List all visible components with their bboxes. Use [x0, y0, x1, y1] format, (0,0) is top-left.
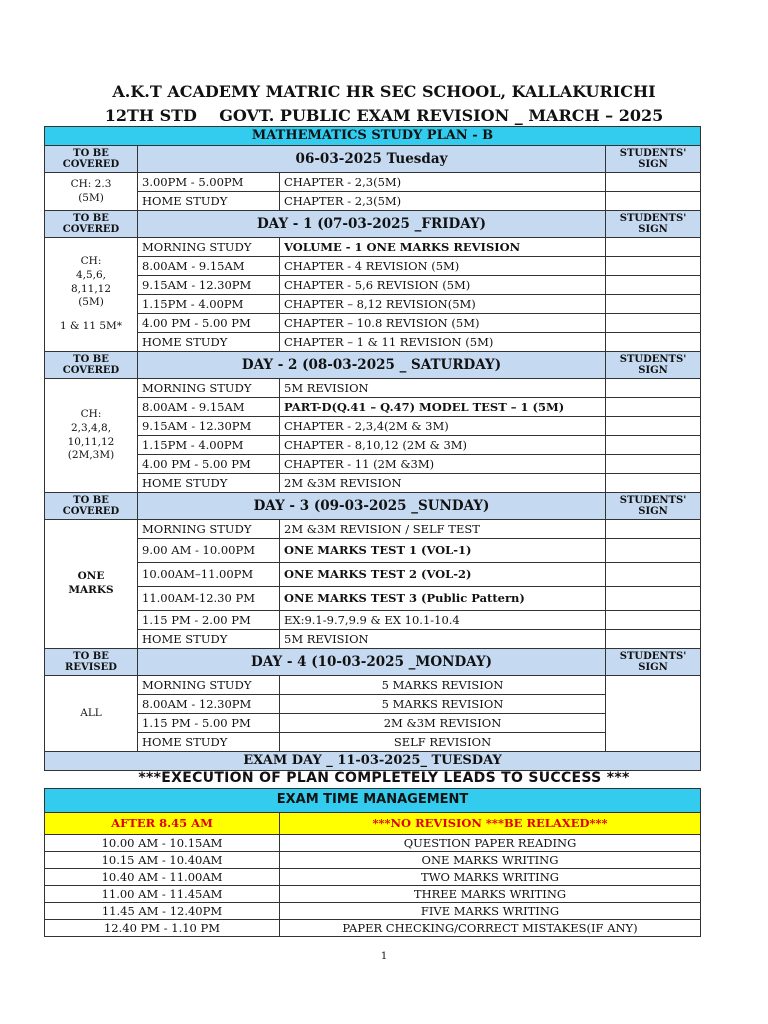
students-sign-cell [606, 611, 701, 630]
section-header-row [45, 352, 701, 379]
students-sign-cell [606, 398, 701, 417]
section-day-title: 06-03-2025 Tuesday [138, 146, 606, 173]
schedule-task: 5M REVISION [280, 379, 606, 398]
tm-task: PAPER CHECKING/CORRECT MISTAKES(IF ANY) [280, 920, 701, 937]
schedule-task: CHAPTER - 2,3(5M) [280, 173, 606, 192]
schedule-row [45, 520, 701, 539]
tm-task: THREE MARKS WRITING [280, 886, 701, 903]
tm-time: 12.40 PM - 1.10 PM [45, 920, 280, 937]
schedule-row [45, 257, 701, 276]
schedule-task: ONE MARKS TEST 2 (VOL-2) [280, 563, 606, 587]
exam-subtitle: 12TH STD GOVT. PUBLIC EXAM REVISION _ MARCH – 2025 [104, 106, 664, 125]
schedule-task: PART-D(Q.41 – Q.47) MODEL TEST – 1 (5M) [280, 398, 606, 417]
students-sign-header: STUDENTS' SIGN [606, 352, 701, 379]
students-sign-cell [606, 314, 701, 333]
schedule-time: 3.00PM - 5.00PM [138, 173, 280, 192]
section-header-row [45, 493, 701, 520]
schedule-row [45, 539, 701, 563]
section-day-title: DAY - 1 (07-03-2025 _FRIDAY) [138, 211, 606, 238]
schedule-row [45, 295, 701, 314]
students-sign-cell [606, 455, 701, 474]
section-left-header [45, 146, 138, 173]
schedule-time: MORNING STUDY [138, 676, 280, 695]
topic-line: 2,3,4,8, [70, 421, 112, 434]
section-day-title: DAY - 3 (09-03-2025 _SUNDAY) [138, 493, 606, 520]
relax-time: AFTER 8.45 AM [45, 813, 280, 835]
schedule-time: 9.15AM - 12.30PM [138, 417, 280, 436]
students-sign-cell [606, 276, 701, 295]
section-header-row [45, 211, 701, 238]
schedule-task: 5 MARKS REVISION [280, 676, 606, 695]
tm-time: 10.40 AM - 11.00AM [45, 869, 280, 886]
section-left-header-text: TO BE REVISED [65, 650, 117, 673]
schedule-task: CHAPTER - 8,10,12 (2M & 3M) [280, 436, 606, 455]
topic-line: MARKS [68, 584, 114, 596]
schedule-task: 5 MARKS REVISION [280, 695, 606, 714]
schedule-time: 4.00 PM - 5.00 PM [138, 314, 280, 333]
schedule-time: 1.15 PM - 2.00 PM [138, 611, 280, 630]
students-sign-cell [606, 417, 701, 436]
schedule-task: 5M REVISION [280, 630, 606, 649]
study-plan-table [44, 126, 701, 771]
motto: ***EXECUTION OF PLAN COMPLETELY LEADS TO SUCCESS *** [138, 770, 630, 786]
topic-line: (5M) [78, 296, 104, 309]
students-sign-cell [606, 520, 701, 539]
tm-time: 10.00 AM - 10.15AM [45, 835, 280, 852]
plan-title: MATHEMATICS STUDY PLAN - B [45, 127, 701, 146]
section-day-title: DAY - 2 (08-03-2025 _ SATURDAY) [138, 352, 606, 379]
section-left-header [45, 493, 138, 520]
section-topics [45, 173, 138, 211]
schedule-row [45, 474, 701, 493]
schedule-row [45, 630, 701, 649]
schedule-row [45, 276, 701, 295]
students-sign-header: STUDENTS' SIGN [606, 493, 701, 520]
schedule-time: HOME STUDY [138, 630, 280, 649]
tm-task: TWO MARKS WRITING [280, 869, 701, 886]
schedule-row [45, 238, 701, 257]
schedule-row [45, 714, 701, 733]
topic-line: 8,11,12 [70, 282, 112, 295]
section-left-header-text: TO BE COVERED [62, 147, 120, 170]
schedule-task: CHAPTER - 2,3(5M) [280, 192, 606, 211]
schedule-task: 2M &3M REVISION [280, 474, 606, 493]
section-left-header [45, 211, 138, 238]
time-management-row [45, 886, 701, 903]
topic-line: CH: 2.3 [70, 177, 112, 190]
time-management-row [45, 903, 701, 920]
schedule-row [45, 436, 701, 455]
students-sign-cell [606, 630, 701, 649]
schedule-time: 9.15AM - 12.30PM [138, 276, 280, 295]
schedule-task: EX:9.1-9.7,9.9 & EX 10.1-10.4 [280, 611, 606, 630]
time-management-row [45, 869, 701, 886]
schedule-task: CHAPTER – 1 & 11 REVISION (5M) [280, 333, 606, 352]
schedule-task: CHAPTER - 5,6 REVISION (5M) [280, 276, 606, 295]
schedule-time: 1.15 PM - 5.00 PM [138, 714, 280, 733]
schedule-task: ONE MARKS TEST 1 (VOL-1) [280, 539, 606, 563]
students-sign-cell [606, 539, 701, 563]
schedule-task: SELF REVISION [280, 733, 606, 752]
schedule-time: MORNING STUDY [138, 379, 280, 398]
time-management-row [45, 920, 701, 937]
exam-day-banner: EXAM DAY _ 11-03-2025_ TUESDAY [45, 752, 701, 771]
topic-line: CH: [80, 408, 102, 421]
students-sign-cell [606, 333, 701, 352]
section-topics [45, 676, 138, 752]
section-left-header-text: TO BE COVERED [62, 494, 120, 517]
tm-time: 10.15 AM - 10.40AM [45, 852, 280, 869]
students-sign-cell [606, 436, 701, 455]
schedule-time: 11.00AM-12.30 PM [138, 587, 280, 611]
section-header-row [45, 146, 701, 173]
schedule-task: VOLUME - 1 ONE MARKS REVISION [280, 238, 606, 257]
schedule-time: 9.00 AM - 10.00PM [138, 539, 280, 563]
schedule-time: 8.00AM - 12.30PM [138, 695, 280, 714]
section-header-row [45, 649, 701, 676]
students-sign-cell [606, 192, 701, 211]
students-sign-header: STUDENTS' SIGN [606, 649, 701, 676]
schedule-time: MORNING STUDY [138, 238, 280, 257]
schedule-task: CHAPTER - 2,3,4(2M & 3M) [280, 417, 606, 436]
schedule-row [45, 676, 701, 695]
schedule-row [45, 695, 701, 714]
schedule-row [45, 587, 701, 611]
topic-line: 1 & 11 5M* [59, 319, 123, 332]
topic-line: CH: [80, 255, 102, 268]
tm-task: FIVE MARKS WRITING [280, 903, 701, 920]
topic-line: 4,5,6, [75, 269, 107, 282]
section-left-header-text: TO BE COVERED [62, 353, 120, 376]
topic-line: (2M,3M) [67, 449, 115, 462]
topic-line: ONE [77, 570, 105, 583]
students-sign-cell [606, 676, 701, 752]
schedule-time: MORNING STUDY [138, 520, 280, 539]
students-sign-cell [606, 295, 701, 314]
students-sign-cell [606, 379, 701, 398]
section-left-header [45, 352, 138, 379]
schedule-row [45, 455, 701, 474]
schedule-time: 1.15PM - 4.00PM [138, 295, 280, 314]
school-name: A.K.T ACADEMY MATRIC HR SEC SCHOOL, KALLAKURICHI [112, 82, 656, 101]
section-day-title: DAY - 4 (10-03-2025 _MONDAY) [138, 649, 606, 676]
tm-task: QUESTION PAPER READING [280, 835, 701, 852]
schedule-task: 2M &3M REVISION [280, 714, 606, 733]
schedule-task: CHAPTER – 8,12 REVISION(5M) [280, 295, 606, 314]
students-sign-cell [606, 173, 701, 192]
topic-line: ALL [80, 706, 102, 719]
schedule-time: HOME STUDY [138, 192, 280, 211]
schedule-time: 8.00AM - 9.15AM [138, 257, 280, 276]
schedule-row [45, 733, 701, 752]
tm-time: 11.45 AM - 12.40PM [45, 903, 280, 920]
schedule-time: HOME STUDY [138, 333, 280, 352]
schedule-time: HOME STUDY [138, 474, 280, 493]
schedule-row [45, 173, 701, 192]
schedule-row [45, 314, 701, 333]
topic-line: (5M) [78, 191, 104, 204]
tm-task: ONE MARKS WRITING [280, 852, 701, 869]
time-management-title: EXAM TIME MANAGEMENT [45, 789, 701, 813]
exam-time-management-table [44, 788, 701, 937]
section-left-header-text: TO BE COVERED [62, 212, 120, 235]
students-sign-header: STUDENTS' SIGN [606, 146, 701, 173]
schedule-time: 8.00AM - 9.15AM [138, 398, 280, 417]
schedule-row [45, 417, 701, 436]
topic-line: 10,11,12 [67, 435, 115, 448]
section-topics [45, 379, 138, 493]
topic-line [49, 310, 133, 320]
schedule-task: CHAPTER – 10.8 REVISION (5M) [280, 314, 606, 333]
students-sign-header: STUDENTS' SIGN [606, 211, 701, 238]
students-sign-cell [606, 587, 701, 611]
relax-message: ***NO REVISION ***BE RELAXED*** [280, 813, 701, 835]
schedule-time: 4.00 PM - 5.00 PM [138, 455, 280, 474]
time-management-row [45, 835, 701, 852]
schedule-time: 10.00AM–11.00PM [138, 563, 280, 587]
schedule-row [45, 333, 701, 352]
tm-time: 11.00 AM - 11.45AM [45, 886, 280, 903]
section-left-header [45, 649, 138, 676]
schedule-row [45, 379, 701, 398]
students-sign-cell [606, 238, 701, 257]
schedule-task: ONE MARKS TEST 3 (Public Pattern) [280, 587, 606, 611]
page-number: 1 [380, 951, 388, 962]
section-topics [45, 238, 138, 352]
students-sign-cell [606, 257, 701, 276]
schedule-task: CHAPTER - 4 REVISION (5M) [280, 257, 606, 276]
schedule-row [45, 611, 701, 630]
students-sign-cell [606, 474, 701, 493]
schedule-row [45, 563, 701, 587]
schedule-task: CHAPTER - 11 (2M &3M) [280, 455, 606, 474]
students-sign-cell [606, 563, 701, 587]
schedule-task: 2M &3M REVISION / SELF TEST [280, 520, 606, 539]
time-management-row [45, 852, 701, 869]
schedule-row [45, 192, 701, 211]
schedule-time: 1.15PM - 4.00PM [138, 436, 280, 455]
schedule-time: HOME STUDY [138, 733, 280, 752]
section-topics [45, 520, 138, 649]
schedule-row [45, 398, 701, 417]
